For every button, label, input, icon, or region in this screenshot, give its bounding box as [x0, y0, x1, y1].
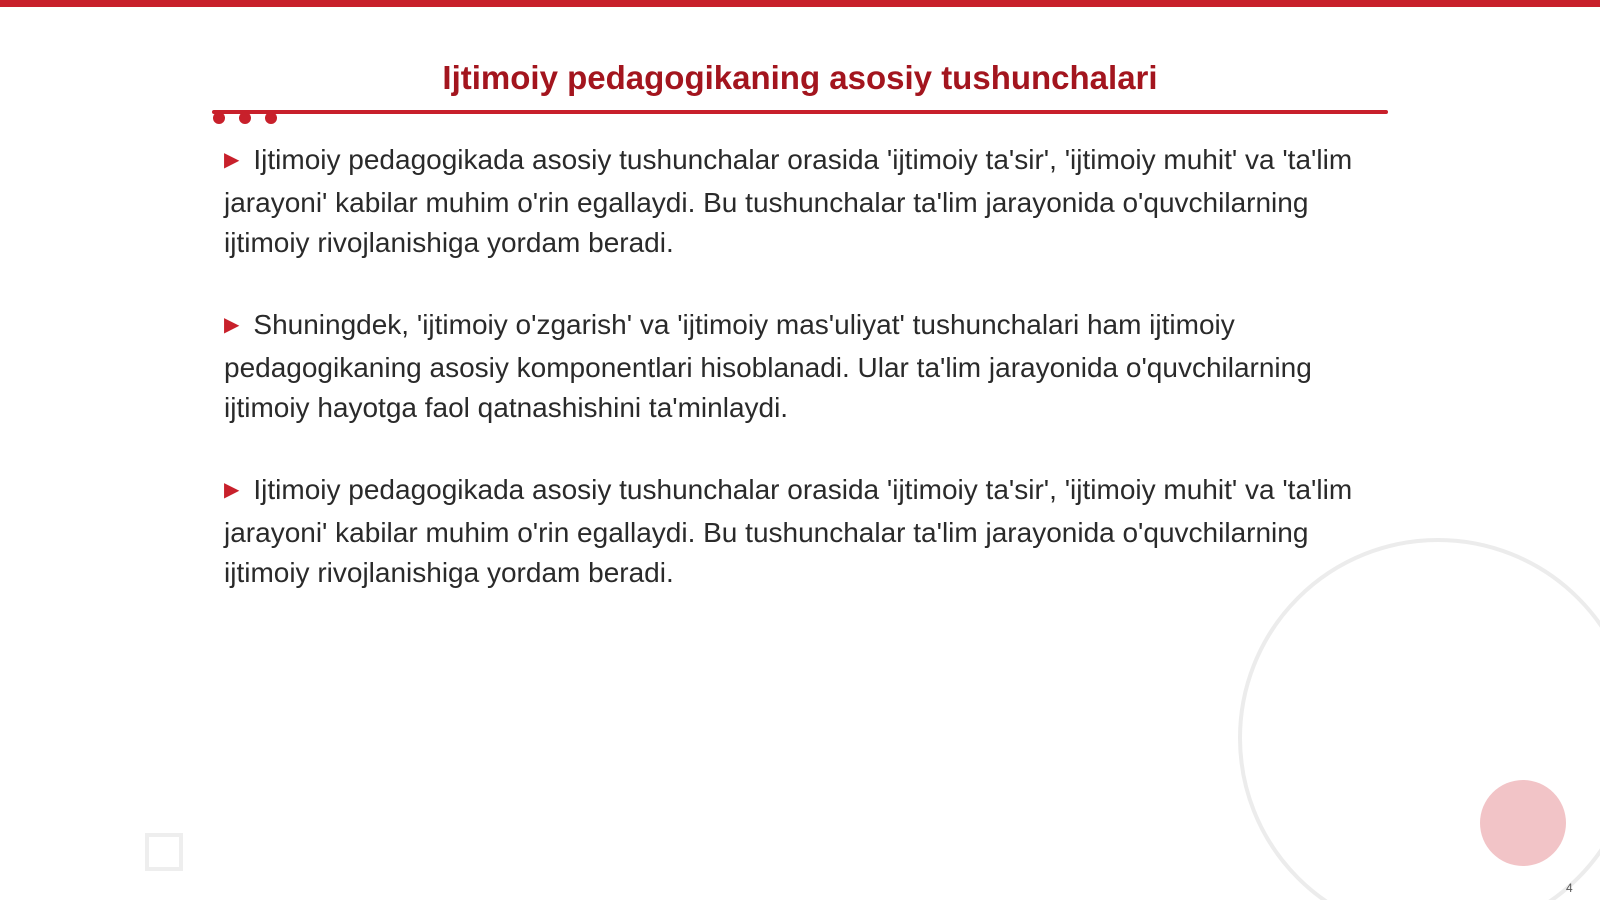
page-number: 4 [1566, 881, 1573, 895]
bullet-text: Ijtimoiy pedagogikada asosiy tushunchalar orasida 'ijtimoiy ta'sir', 'ijtimoiy muhit' va 'ta'lim jarayoni' kabilar muhim o'rin egallaydi. Bu tushunchalar ta'lim jarayonida o'quvchilarning ijtimoiy rivojlanishiga yordam beradi. [224, 474, 1353, 588]
square-outline-icon [145, 833, 183, 871]
bullet-text: Shuningdek, 'ijtimoiy o'zgarish' va 'ijtimoiy mas'uliyat' tushunchalari ham ijtimoiy pedagogikaning asosiy komponentlari hisoblanadi. Ular ta'lim jarayonida o'quvchilarning ijtimoiy hayotga faol qatnashishini ta'minlaydi. [224, 309, 1312, 423]
title-underline [212, 110, 1388, 114]
slide-title: Ijtimoiy pedagogikaning asosiy tushunchalari [442, 59, 1158, 96]
dot-icon [213, 112, 225, 124]
dot-icon [265, 112, 277, 124]
bullet-text: Ijtimoiy pedagogikada asosiy tushunchalar orasida 'ijtimoiy ta'sir', 'ijtimoiy muhit' va 'ta'lim jarayoni' kabilar muhim o'rin egallaydi. Bu tushunchalar ta'lim jarayonida o'quvchilarning ijtimoiy rivojlanishiga yordam beradi. [224, 144, 1353, 258]
bullet-item [224, 305, 1364, 428]
bullet-item [224, 140, 1364, 263]
triangle-right-icon: ▶ [224, 314, 240, 336]
dot-icon [239, 112, 251, 124]
triangle-right-icon: ▶ [224, 479, 240, 501]
bullet-list [224, 140, 1364, 635]
circle-filled-icon [1480, 780, 1566, 866]
bullet-item [224, 470, 1364, 593]
triangle-right-icon: ▶ [224, 149, 240, 171]
top-accent-bar [0, 0, 1600, 7]
